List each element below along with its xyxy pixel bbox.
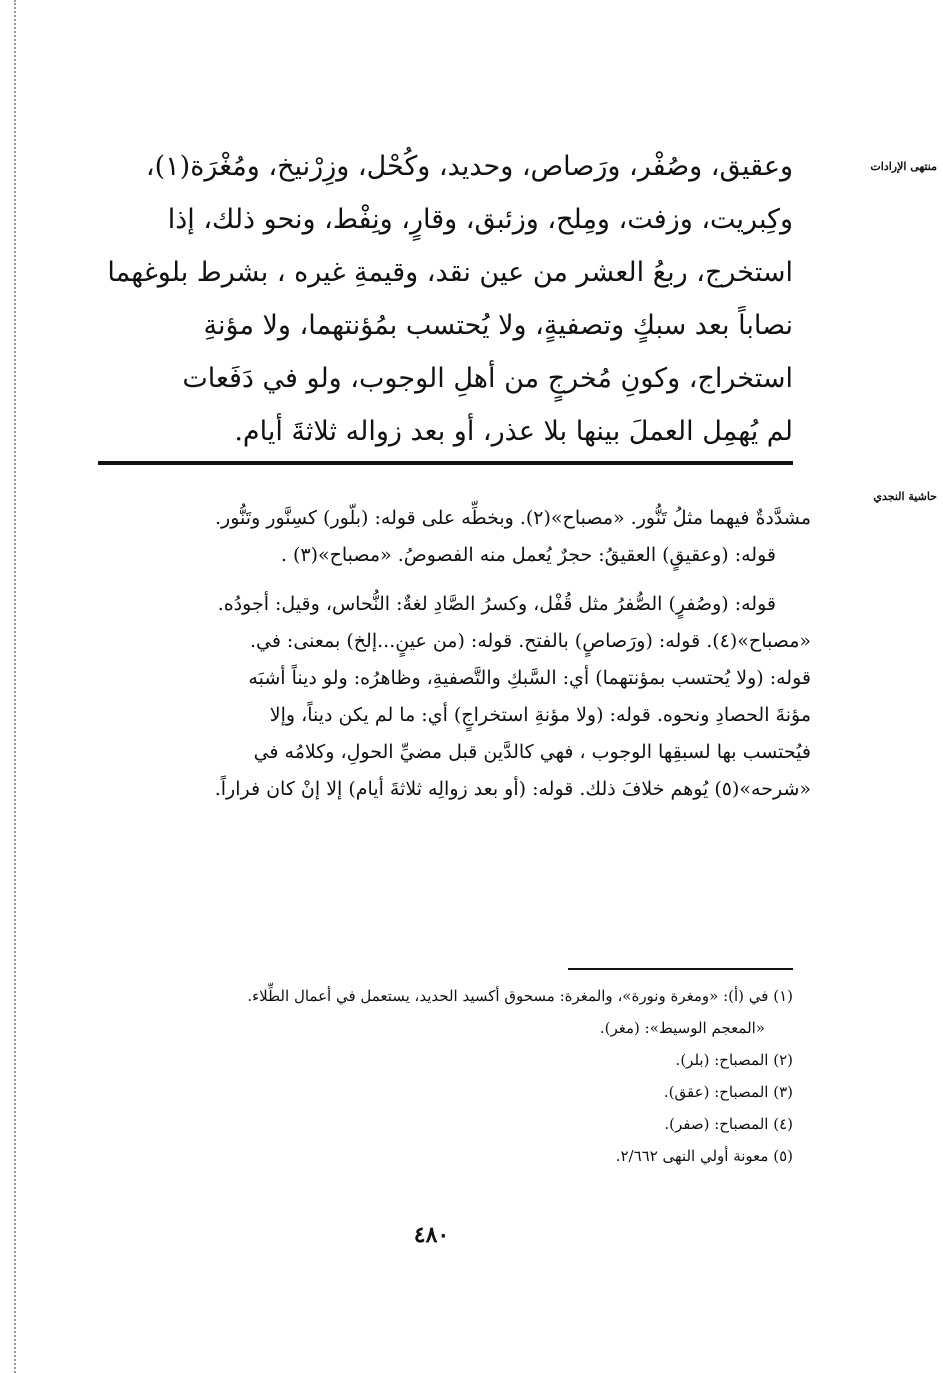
commentary-line: «شرحه»(٥) يُوهم خلافَ ذلك. قوله: (أو بعد زوالِه ثلاثةَ أيام) إلا إنْ كان فراراً. <box>214 778 811 800</box>
footnotes-block <box>93 980 793 1172</box>
main-text-line: استخراج، وكونِ مُخرجٍ من أهلِ الوجوب، ولو في دَفَعات <box>182 363 793 394</box>
main-text-line: استخرج، ربعُ العشر من عين نقد، وقيمةِ غيره ، بشرط بلوغهما <box>107 257 793 288</box>
margin-label-commentary: حاشية النجدي <box>873 490 937 503</box>
main-text-line: وكِبريت، وزفت، ومِلح، وزئبق، وقارٍ، ونِفْط، ونحو ذلك، إذا <box>167 204 793 235</box>
footnote: (٥) معونة أولي النهى ٢/٦٦٢. <box>615 1147 793 1165</box>
footnote: (٢) المصباح: (بلر). <box>675 1051 793 1069</box>
commentary-line: قوله: (وصُفرٍ) الصُّفرُ مثل قُفْل، وكسرُ الصَّادِ لغةٌ: النُّحاس، وقيل: أجودُه. <box>217 593 776 615</box>
footnote: «المعجم الوسيط»: (مغر). <box>599 1019 765 1037</box>
left-dotted-border <box>14 0 16 1373</box>
footnote: (٤) المصباح: (صفر). <box>664 1115 793 1133</box>
main-text-line: وعقيق، وصُفْر، ورَصاص، وحديد، وكُحْل، وزِرْنيخ، ومُغْرَة(١)، <box>145 151 793 182</box>
commentary-line: قوله: (وعقيقٍ) العقيقُ: حجرٌ يُعمل منه الفصوصُ. «مصباح»(٣) . <box>280 544 776 566</box>
main-text-line: لم يُهمِل العملَ بينها بلا عذر، أو بعد زواله ثلاثةَ أيام. <box>234 416 793 447</box>
main-text-line: نصاباً بعد سبكٍ وتصفيةٍ، ولا يُحتسب بمُؤنتهما، ولا مؤنةِ <box>203 310 793 341</box>
footnote: (٣) المصباح: (عقق). <box>663 1083 793 1101</box>
page-number: ٤٨٠ <box>413 1222 450 1248</box>
footnote-separator <box>568 968 793 970</box>
commentary-block <box>106 500 811 808</box>
footnote: (١) في (أ): «ومغرة ونورة»، والمغرة: مسحوق أكسيد الحديد، يستعمل في أعمال الطِّلاء. <box>247 987 793 1005</box>
commentary-line: مؤنةَ الحصادِ ونحوه. قوله: (ولا مؤنةِ استخراجٍ) أي: ما لم يكن ديناً، وإلا <box>269 704 811 726</box>
main-text-separator <box>98 461 793 465</box>
commentary-line: قوله: (ولا يُحتسب بمؤنتهما) أي: السَّبكِ والتَّصفيةِ، وظاهرُه: ولو ديناً أشبَه <box>248 667 811 689</box>
main-text-block <box>93 140 793 458</box>
margin-label-main: منتهى الإرادات <box>870 160 937 173</box>
commentary-line: فيُحتسب بها لسبقِها الوجوب ، فهي كالدَّين قبل مضيِّ الحولِ، وكلامُه في <box>253 741 811 763</box>
commentary-line: مشدَّدةٌ فيهما مثلُ تَنُّور. «مصباح»(٢). وبخطِّه على قوله: (بلّور) كسِنَّور وتَنُّور. <box>215 507 811 529</box>
commentary-line: «مصباح»(٤). قوله: (ورَصاصٍ) بالفتح. قوله: (من عينٍ...إلخ) بمعنى: في. <box>249 630 811 652</box>
